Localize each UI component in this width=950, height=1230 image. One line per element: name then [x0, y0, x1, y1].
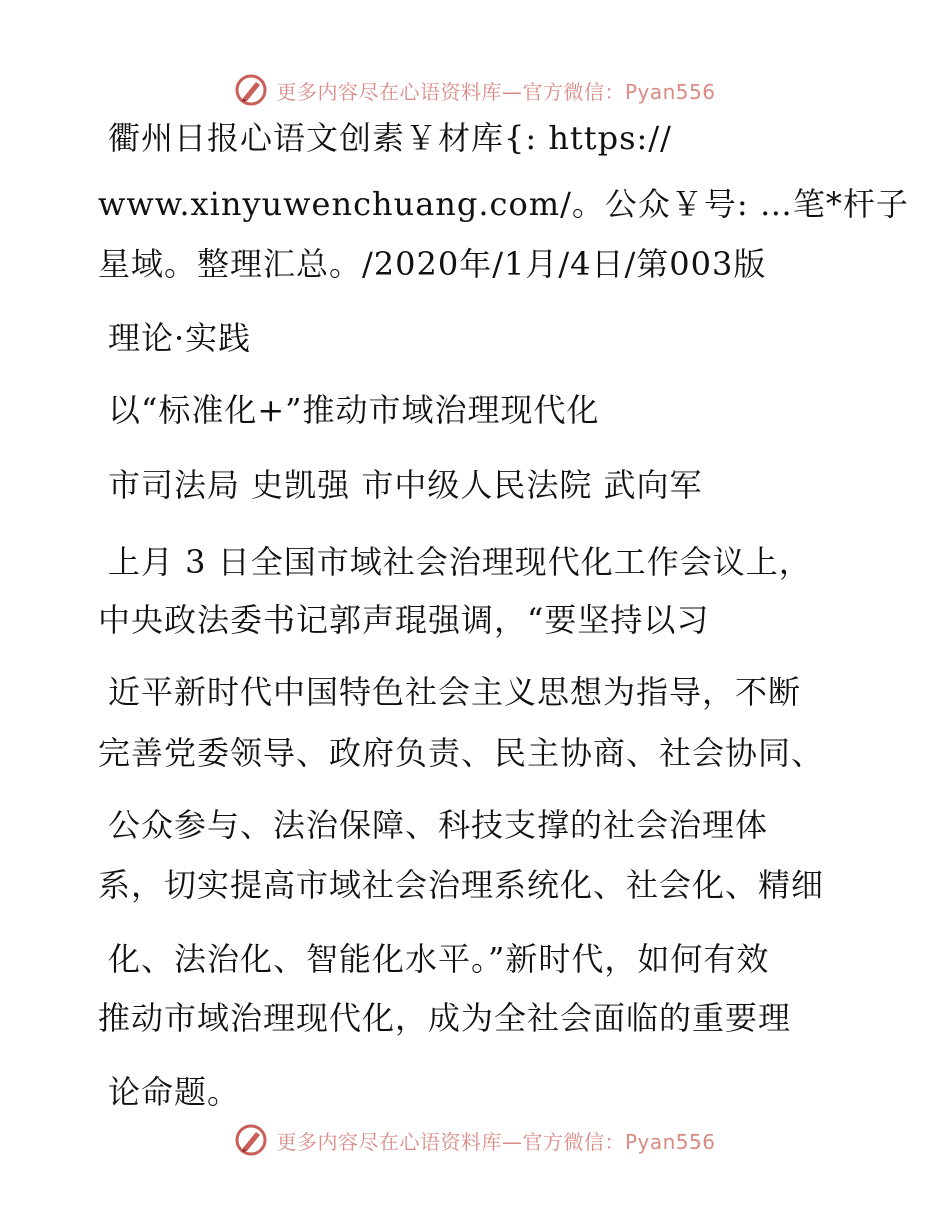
- watermark-banner-bottom: [0, 1120, 950, 1160]
- section-label: 理论·实践: [108, 319, 252, 357]
- article-authors: 市司法局 史凯强 市中级人民法院 武向军: [108, 466, 703, 504]
- pen-logo-icon: [234, 73, 268, 107]
- watermark-group: [234, 1123, 715, 1157]
- watermark-text: 更多内容尽在心语资料库—官方微信：Pyan556: [276, 79, 716, 104]
- pen-logo-icon: [234, 1123, 268, 1157]
- body-line-5: 公众参与、法治保障、科技支撑的社会治理体: [108, 806, 769, 844]
- body-line-2: 中央政法委书记郭声琨强调，“要坚持以习: [98, 601, 710, 639]
- watermark-text: 更多内容尽在心语资料库—官方微信：Pyan556: [276, 1129, 716, 1154]
- body-line-1: 上月 3 日全国市域社会治理现代化工作会议上，: [108, 543, 812, 581]
- watermark-banner-top: [0, 70, 950, 110]
- watermark-group: [234, 73, 715, 107]
- source-line-3: 星域。整理汇总。/2020年/1月/4日/第003版: [98, 245, 767, 283]
- body-line-7: 化、法治化、智能化水平。”新时代，如何有效: [108, 940, 770, 978]
- body-line-3: 近平新时代中国特色社会主义思想为指导，不断: [108, 673, 802, 711]
- body-line-6: 系，切实提高市域社会治理系统化、社会化、精细: [98, 866, 825, 904]
- source-line-2: www.xinyuwenchuang.com/。公众￥号: …笔*杆子: [98, 185, 909, 223]
- body-line-4: 完善党委领导、政府负责、民主协商、社会协同、: [98, 734, 825, 772]
- source-line-1: 衢州日报心语文创素￥材库{: https://: [108, 119, 672, 157]
- article-title: 以“标准化+”推动市域治理现代化: [108, 391, 600, 429]
- body-line-9: 论命题。: [108, 1073, 241, 1111]
- body-line-8: 推动市域治理现代化，成为全社会面临的重要理: [98, 999, 792, 1037]
